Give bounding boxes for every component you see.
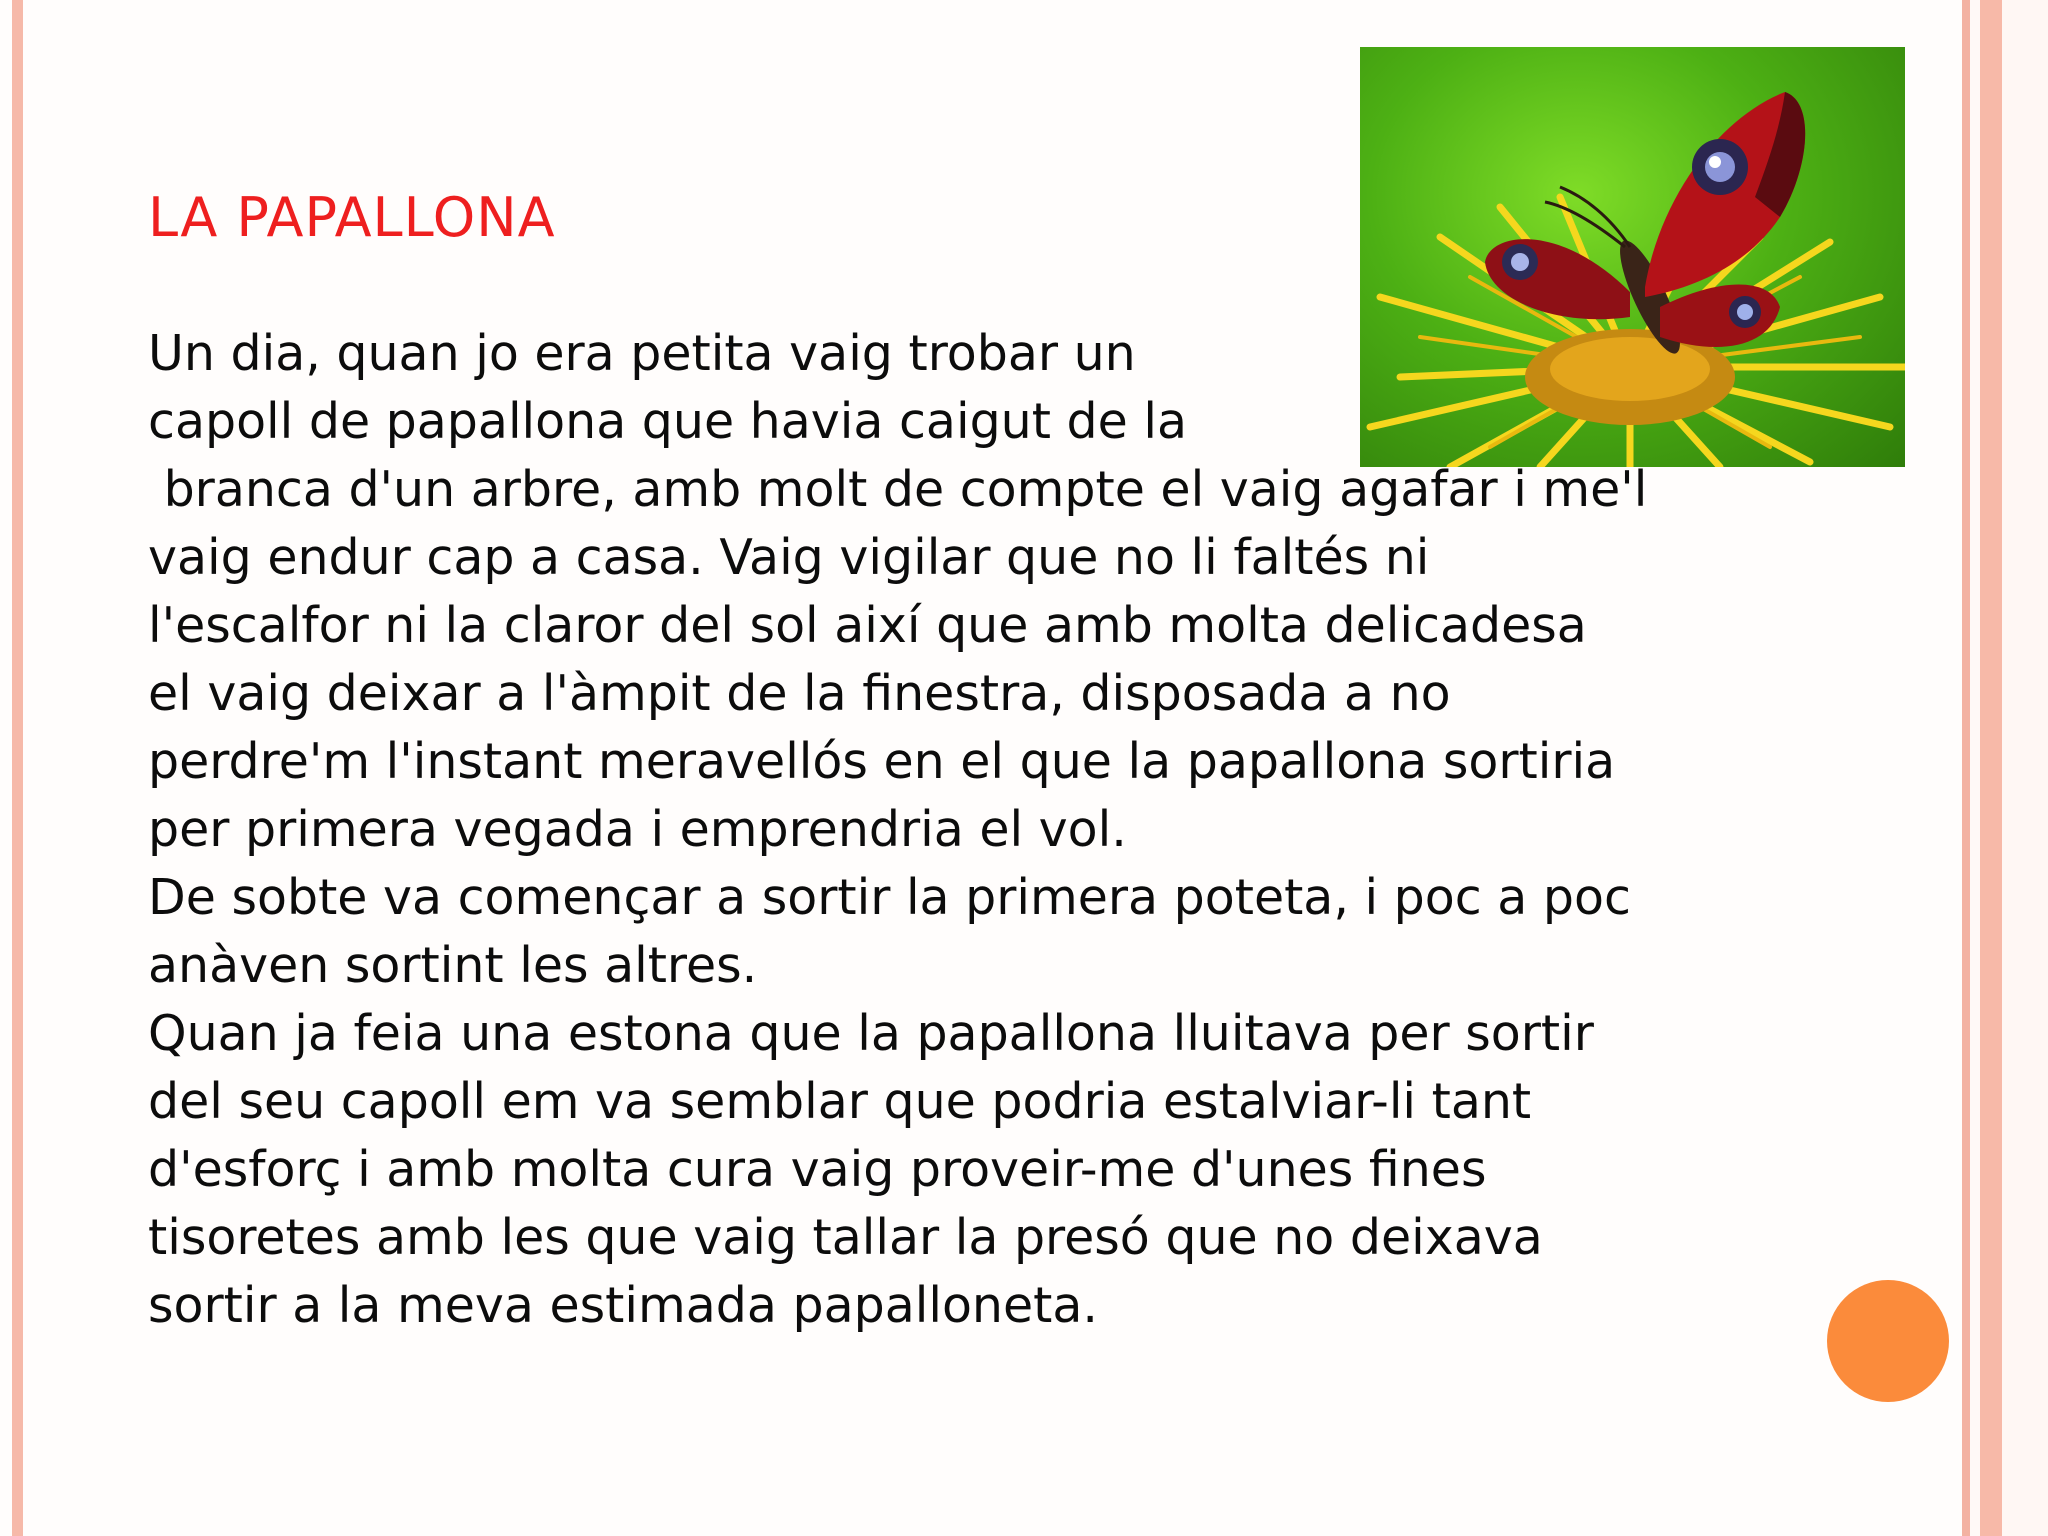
decorative-orange-circle [1827,1280,1949,1402]
slide-frame-right-edge [2002,0,2048,1536]
story-line: anàven sortint les altres. [148,937,758,994]
story-line: l'escalfor ni la claror del sol així que amb molta delicadesa [148,597,1587,654]
story-line: sortir a la meva estimada papalloneta. [148,1277,1098,1334]
story-line: vaig endur cap a casa. Vaig vigilar que no li faltés ni [148,529,1430,586]
slide-frame-right-gap [1970,0,1980,1536]
story-line: el vaig deixar a l'àmpit de la finestra, disposada a no [148,665,1451,722]
story-line: Quan ja feia una estona que la papallona lluitava per sortir [148,1005,1594,1062]
story-line: De sobte va començar a sortir la primera poteta, i poc a poc [148,869,1631,926]
slide-frame-left [12,0,23,1536]
story-line: branca d'un arbre, amb molt de compte el vaig agafar i me'l [148,461,1648,518]
story-line: d'esforç i amb molta cura vaig proveir-me d'unes fines [148,1141,1487,1198]
slide-frame-right-inner [1980,0,2002,1536]
slide-frame-right-outer [1962,0,1970,1536]
page-title: LA PAPALLONA [148,186,556,249]
story-line: del seu capoll em va semblar que podria estalviar-li tant [148,1073,1532,1130]
story-line: perdre'm l'instant meravellós en el que la papallona sortiria [148,733,1616,790]
story-text [148,320,1768,1340]
story-line: Un dia, quan jo era petita vaig trobar un [148,325,1136,382]
story-line: capoll de papallona que havia caigut de la [148,393,1187,450]
story-line: tisoretes amb les que vaig tallar la presó que no deixava [148,1209,1543,1266]
story-line: per primera vegada i emprendria el vol. [148,801,1127,858]
